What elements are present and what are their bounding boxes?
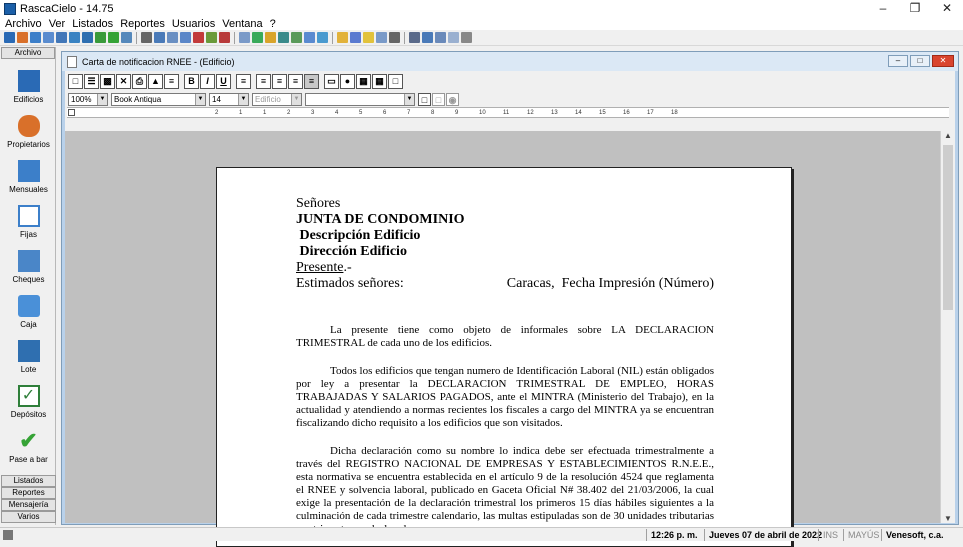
- menu-archivo[interactable]: Archivo: [5, 17, 42, 30]
- editor-area: [65, 71, 955, 523]
- sidebar-item-label: Depósitos: [10, 410, 47, 419]
- check-edit-icon: [18, 250, 40, 272]
- sidebar-item-pase-a-bar[interactable]: [1, 430, 56, 464]
- table-tool-icon[interactable]: [278, 32, 289, 43]
- vertical-scrollbar[interactable]: [940, 131, 955, 523]
- sync-tool-icon[interactable]: [317, 32, 328, 43]
- menu-ver[interactable]: Ver: [48, 17, 66, 30]
- ruler-tick: 1: [263, 110, 267, 116]
- sidebar-item-label: Edificios: [13, 95, 44, 104]
- new-doc-icon[interactable]: □: [68, 74, 83, 89]
- image-icon[interactable]: ▲: [148, 74, 163, 89]
- document-tool-icon[interactable]: [239, 32, 250, 43]
- ruler-tick: 4: [335, 110, 339, 116]
- document-window-titlebar[interactable]: [62, 52, 958, 71]
- status-app-icon: [3, 530, 13, 540]
- sidebar-group-reportes[interactable]: Reportes: [1, 487, 56, 499]
- page-tool-icon[interactable]: [448, 32, 459, 43]
- highlight-icon[interactable]: ▦: [356, 74, 371, 89]
- close-icon[interactable]: ✕: [941, 1, 953, 15]
- field-category-value: Edificio: [255, 94, 281, 104]
- align-right-icon[interactable]: ≡: [288, 74, 303, 89]
- delete-icon[interactable]: ✕: [116, 74, 131, 89]
- menu-help[interactable]: ?: [269, 17, 276, 30]
- ruler-tick: 13: [551, 110, 558, 116]
- minimize-icon[interactable]: –: [888, 55, 908, 67]
- sidebar-item-mensuales[interactable]: [1, 160, 56, 194]
- monthly-doc-icon: [18, 160, 40, 182]
- underline-icon[interactable]: U: [216, 74, 231, 89]
- sidebar: [1, 47, 56, 525]
- zoom-value: 100%: [71, 94, 92, 104]
- frame-icon[interactable]: ▭: [324, 74, 339, 89]
- letter-salutation: Señores: [296, 196, 341, 211]
- scroll-up-icon[interactable]: ▲: [944, 131, 952, 140]
- sidebar-group-varios[interactable]: Varios: [1, 511, 56, 523]
- calculator-tool-icon[interactable]: [389, 32, 400, 43]
- owners-tool-icon[interactable]: [17, 32, 28, 43]
- ruler-tick: 8: [431, 110, 435, 116]
- ruler-tick: 7: [407, 110, 411, 116]
- calendar-tool-icon[interactable]: [304, 32, 315, 43]
- print-icon[interactable]: ⎙: [132, 74, 147, 89]
- document-icon: [67, 56, 77, 68]
- bold-icon[interactable]: B: [184, 74, 199, 89]
- restore-icon[interactable]: □: [910, 55, 930, 67]
- mail-tool-icon[interactable]: [376, 32, 387, 43]
- sidebar-item-propietarios[interactable]: [1, 115, 56, 149]
- scroll-down-icon[interactable]: ▼: [944, 514, 952, 523]
- sidebar-item-label: Propietarios: [7, 140, 50, 149]
- letter-greeting-row: [296, 276, 714, 292]
- document-icon: [18, 205, 40, 227]
- status-ins: INS: [818, 529, 838, 541]
- sidebar-item-cheques[interactable]: [1, 250, 56, 284]
- users-icon: [18, 115, 40, 137]
- letter-presente-suffix: .-: [343, 260, 352, 275]
- toolbar-separator: [332, 32, 333, 44]
- editor-toolbar: [65, 71, 955, 91]
- font-value: Book Antiqua: [114, 94, 162, 104]
- align-justify-icon[interactable]: ≡: [304, 74, 319, 89]
- menu-listados[interactable]: Listados: [72, 17, 114, 30]
- app-logo-icon: [4, 3, 16, 15]
- open-folder-tool-icon[interactable]: [337, 32, 348, 43]
- main-toolbar: [0, 30, 963, 46]
- page-setup-icon[interactable]: □: [388, 74, 403, 89]
- remove-users-tool-icon[interactable]: [219, 32, 230, 43]
- ruler-tick: 5: [359, 110, 363, 116]
- toolbar-separator: [404, 32, 405, 44]
- zoom-select[interactable]: [68, 93, 108, 106]
- buildings-tool-icon[interactable]: [4, 32, 15, 43]
- report-tool-icon[interactable]: [154, 32, 165, 43]
- menu-bar: [0, 17, 963, 30]
- ruler-tick: 16: [623, 110, 630, 116]
- checkmark-tool-icon[interactable]: [108, 32, 119, 43]
- ruler-tick: 11: [503, 110, 510, 116]
- letter-recipient: JUNTA DE CONDOMINIO: [296, 212, 465, 227]
- document-window-controls: [886, 55, 954, 67]
- document-window-title: Carta de notificacion RNEE - (Edificio): [82, 56, 235, 67]
- letter-building-address: Dirección Edificio: [296, 244, 407, 259]
- letter-paragraph: Dicha declaración como su nombre lo indica debe ser efectuada trimestralmente a través del REGISTRO NACIONAL DE EMPRESAS Y ESTABLECIMIENTOS R.N.E.E., esta normativa se encuentra establecida en el artículo 9 de la resolución 4524 que reglamenta el RNEE y solvencia laboral, publicado en Gaceta Oficial N# 38.402 del 21/03/2006, la cual exige la presentación de la declaración trimestral los primeros 15 días hábiles siguientes a la culminación de cada trimestre calendario, las multas estipuladas son de 30 unidades tributarias: [296, 445, 714, 522]
- sidebar-item-fijas[interactable]: [1, 205, 56, 239]
- chart-tool-icon[interactable]: [291, 32, 302, 43]
- sidebar-item-label: Pase a bar: [9, 455, 48, 464]
- ruler-tick: 2: [215, 110, 219, 116]
- ruler-tick: 3: [311, 110, 315, 116]
- document-page[interactable]: [216, 167, 792, 547]
- ruler-tick: 2: [287, 110, 291, 116]
- ruler-tick: 12: [527, 110, 534, 116]
- monthly-tool-icon[interactable]: [30, 32, 41, 43]
- ruler-tick: 10: [479, 110, 486, 116]
- status-caps: MAYÚS: [843, 529, 879, 541]
- menu-ventana[interactable]: Ventana: [222, 17, 263, 30]
- scroll-thumb[interactable]: [943, 145, 953, 310]
- menu-reportes[interactable]: Reportes: [120, 17, 165, 30]
- chevron-down-icon: ▼: [291, 94, 301, 105]
- field-select[interactable]: [305, 93, 415, 106]
- sidebar-item-depositos[interactable]: [1, 385, 56, 419]
- building-icon: [18, 70, 40, 92]
- monitor-icon: [18, 295, 40, 317]
- letter-presente-word: Presente: [296, 260, 344, 275]
- ruler-tick: 17: [647, 110, 654, 116]
- status-time: 12:26 p. m.: [646, 529, 698, 541]
- window-title: RascaCielo - 14.75: [20, 2, 114, 15]
- chevron-down-icon: ▼: [404, 94, 414, 105]
- lightbulb-tool-icon[interactable]: [363, 32, 374, 43]
- status-date: Jueves 07 de abril de 2022: [704, 529, 822, 541]
- globe-tool-icon[interactable]: [350, 32, 361, 43]
- toolbar-separator: [136, 32, 137, 44]
- save-icon[interactable]: ▩: [100, 74, 115, 89]
- deposit-check-icon: ✓: [18, 385, 40, 407]
- bullets-icon[interactable]: ≡: [236, 74, 251, 89]
- merge-icon: □: [432, 93, 445, 106]
- letter-paragraph: La presente tiene como objeto de informales sobre LA DECLARACION TRIMESTRAL de cada uno de los edificios.: [296, 324, 714, 349]
- sidebar-group-archivo[interactable]: Archivo: [1, 47, 55, 59]
- document-canvas[interactable]: [65, 131, 945, 523]
- checkmark-icon: ✔: [19, 428, 38, 453]
- deposit-tool-icon[interactable]: [95, 32, 106, 43]
- checks-tool-icon[interactable]: [56, 32, 67, 43]
- font-size-value: 14: [212, 94, 221, 104]
- minimize-icon[interactable]: –: [879, 1, 887, 15]
- batch-tool-icon[interactable]: [82, 32, 93, 43]
- letter-greeting: Estimados señores:: [296, 276, 404, 291]
- format-toolbar: [65, 91, 955, 107]
- fixed-tool-icon[interactable]: [43, 32, 54, 43]
- window-tool-icon[interactable]: [435, 32, 446, 43]
- notes-tool-icon[interactable]: [422, 32, 433, 43]
- grid-tool-icon[interactable]: [141, 32, 152, 43]
- status-bar: [0, 527, 963, 541]
- diamond-tool-icon[interactable]: [252, 32, 263, 43]
- restore-icon[interactable]: ❐: [909, 1, 921, 15]
- ruler-tick: 18: [671, 110, 678, 116]
- transfer-tool-icon[interactable]: [121, 32, 132, 43]
- sidebar-item-label: Fijas: [20, 230, 37, 239]
- italic-icon[interactable]: I: [200, 74, 215, 89]
- sidebar-group-mensajeria[interactable]: Mensajería: [1, 499, 56, 511]
- document-window: [61, 51, 959, 525]
- field-category-select[interactable]: [252, 93, 302, 106]
- letter-building-description: Descripción Edificio: [296, 228, 421, 243]
- sidebar-item-label: Caja: [20, 320, 37, 329]
- cash-tool-icon[interactable]: [69, 32, 80, 43]
- letter-body: [296, 196, 714, 536]
- sidebar-item-label: Cheques: [12, 275, 45, 284]
- letter-paragraph: Todos los edificios que tengan numero de Identificación Laboral (NIL) están obligados por ley a presentar la DECLARACION TRIMESTRAL DE EMPLEO, HORAS TRABAJADAS Y SALARIOS PAGADOS, ante el MINTRA (Ministerio del Trabajo), en la actualidad y atendiendo a normas recientes los fiscales a cargo del MINTRA ya se encuentran fiscalizando dicho requisito a los edificios que son visitados.: [296, 365, 714, 429]
- close-icon[interactable]: ✕: [932, 55, 954, 67]
- stats-tool-icon[interactable]: [409, 32, 420, 43]
- chevron-down-icon: ▼: [97, 94, 107, 105]
- sidebar-item-label: Mensuales: [9, 185, 48, 194]
- people-tool-icon[interactable]: [206, 32, 217, 43]
- font-size-select[interactable]: [209, 93, 249, 106]
- open-folder-icon[interactable]: ☰: [84, 74, 99, 89]
- print-tool-icon[interactable]: [180, 32, 191, 43]
- sidebar-item-caja[interactable]: [1, 295, 56, 329]
- insert-field-icon[interactable]: □: [418, 93, 431, 106]
- ruler-tick: 6: [383, 110, 387, 116]
- sidebar-item-label: Lote: [20, 365, 37, 374]
- ruler-tick: 9: [455, 110, 459, 116]
- chevron-down-icon: ▼: [238, 94, 248, 105]
- sidebar-item-edificios[interactable]: [1, 70, 56, 104]
- title-bar: [0, 0, 963, 17]
- exit-tool-icon[interactable]: [461, 32, 472, 43]
- status-company: Venesoft, c.a.: [881, 529, 944, 541]
- align-center-icon[interactable]: ≡: [272, 74, 287, 89]
- ruler-tick: 15: [599, 110, 606, 116]
- align-left-icon[interactable]: ≡: [256, 74, 271, 89]
- font-select[interactable]: [111, 93, 206, 106]
- chevron-down-icon: ▼: [195, 94, 205, 105]
- toolbar-separator: [234, 32, 235, 44]
- folder-tool-icon[interactable]: [265, 32, 276, 43]
- menu-usuarios[interactable]: Usuarios: [171, 17, 216, 30]
- ruler-tick: 1: [239, 110, 243, 116]
- batch-icon: [18, 340, 40, 362]
- sidebar-group-listados[interactable]: Listados: [1, 475, 56, 487]
- sidebar-item-lote[interactable]: [1, 340, 56, 374]
- ruler-tick: 14: [575, 110, 582, 116]
- alert-tool-icon[interactable]: [193, 32, 204, 43]
- ruler: [67, 107, 949, 118]
- ruler-tab-icon[interactable]: [68, 109, 75, 116]
- table-icon[interactable]: ▦: [372, 74, 387, 89]
- window-controls: [867, 0, 963, 17]
- letter-presente: [296, 260, 714, 276]
- color-icon[interactable]: ●: [340, 74, 355, 89]
- binoculars-icon: ◉: [446, 93, 459, 106]
- paragraph-icon[interactable]: ≡: [164, 74, 179, 89]
- letter-place-date: Caracas, Fecha Impresión (Número): [506, 276, 714, 291]
- list-tool-icon[interactable]: [167, 32, 178, 43]
